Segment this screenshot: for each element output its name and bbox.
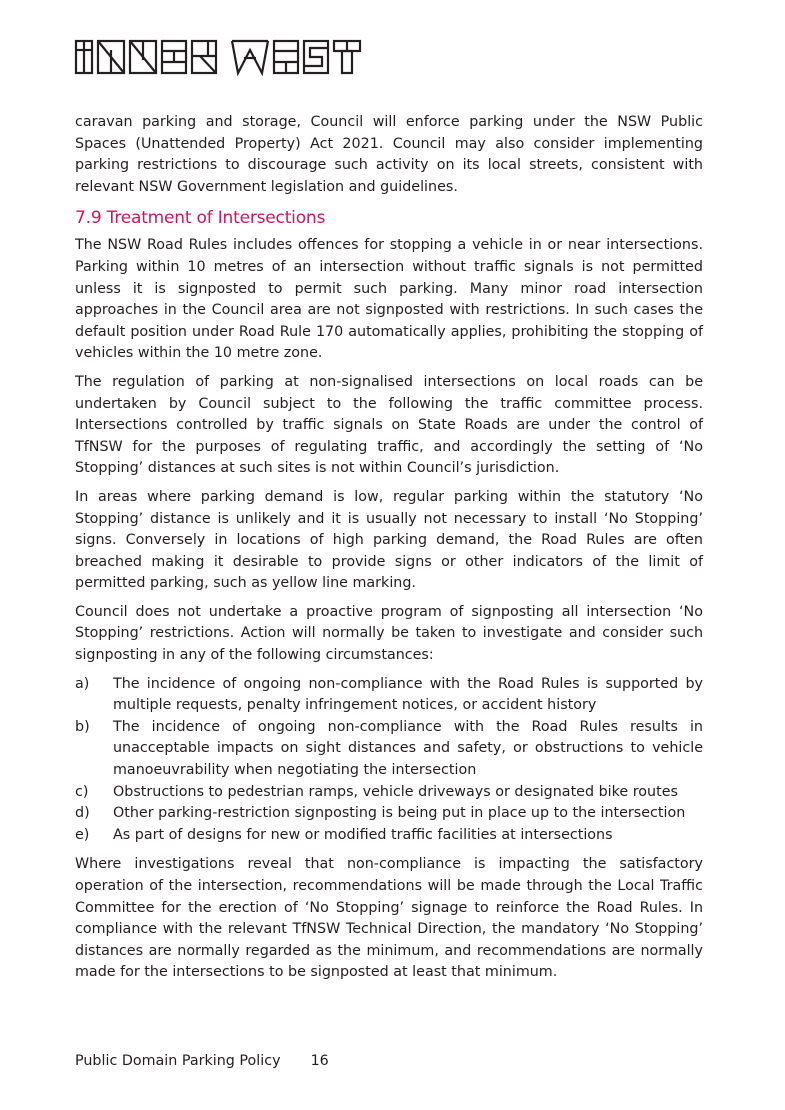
list-marker: c) — [75, 783, 89, 800]
list-item-text: The incidence of ongoing non-compliance with the Road Rules is supported by multiple requests, penalty infringement notices, or accident history — [113, 675, 703, 714]
body-paragraph: Council does not undertake a proactive program of signposting all intersection ‘No Stopping’ restrictions. Action will normally be taken to investigate and consider such signposting in any of the following circumstances: — [75, 603, 703, 664]
list-item — [75, 782, 703, 804]
list-marker: e) — [75, 826, 90, 843]
body-content — [75, 112, 703, 991]
section-heading: 7.9 Treatment of Intersections — [75, 208, 326, 229]
list-item — [75, 825, 703, 847]
circumstances-list — [75, 674, 703, 847]
list-item-text: Other parking-restriction signposting is being put in place up to the intersection — [113, 805, 686, 822]
list-marker: d) — [75, 805, 90, 822]
page-footer — [75, 1051, 329, 1071]
list-marker: b) — [75, 718, 90, 735]
list-item — [75, 674, 703, 717]
body-paragraph: In areas where parking demand is low, regular parking within the statutory ‘No Stopping’ distance is unlikely and it is usually not necessary to install ‘No Stopping’ signs. Conversely in locations of high parking demand, the Road Rules are often breached making it desirable to provide signs or other indicators of the limit of permitted parking, such as yellow line marking. — [75, 488, 703, 592]
footer-document-title: Public Domain Parking Policy — [75, 1053, 281, 1069]
list-item-text: Obstructions to pedestrian ramps, vehicle driveways or designated bike routes — [113, 783, 678, 800]
list-marker: a) — [75, 675, 90, 692]
body-paragraph: The regulation of parking at non-signalised intersections on local roads can be undertaken by Council subject to the following the traffic committee process. Intersections controlled by traffic signals on State Roads are under the control of TfNSW for the purposes of regulating traffic, and accordingly the setting of ‘No Stopping’ distances at such sites is not within Council’s jurisdiction. — [75, 373, 703, 477]
list-item-text: The incidence of ongoing non-compliance with the Road Rules results in unacceptable impacts on sight distances and safety, or obstructions to vehicle manoeuvrability when negotiating the intersection — [113, 718, 703, 779]
intro-paragraph: caravan parking and storage, Council will enforce parking under the NSW Public Spaces (Unattended Property) Act 2021. Council may also consider implementing parking restrictions to discourage such activity on its local streets, consistent with relevant NSW Government legislation and guidelines. — [75, 114, 703, 195]
inner-west-logo — [74, 38, 374, 78]
list-item — [75, 803, 703, 825]
list-item-text: As part of designs for new or modified traffic facilities at intersections — [113, 826, 613, 843]
list-item — [75, 717, 703, 782]
page-number: 16 — [310, 1053, 329, 1069]
closing-paragraph: Where investigations reveal that non-compliance is impacting the satisfactory operation of the intersection, recommendations will be made through the Local Traffic Committee for the erection of ‘No Stopping’ signage to reinforce the Road Rules. In compliance with the relevant TfNSW Technical Direction, the mandatory ‘No Stopping’ distances are normally regarded as the minimum, and recommendations are normally made for the intersections to be signposted at least that minimum. — [75, 856, 703, 981]
body-paragraph: The NSW Road Rules includes offences for stopping a vehicle in or near intersections. Parking within 10 metres of an intersection without traffic signals is not permitted unless it is signposted to permit such parking. Many minor road intersection approaches in the Council area are not signposted with restrictions. In such cases the default position under Road Rule 170 automatically applies, prohibiting the stopping of vehicles within the 10 metre zone. — [75, 237, 703, 362]
